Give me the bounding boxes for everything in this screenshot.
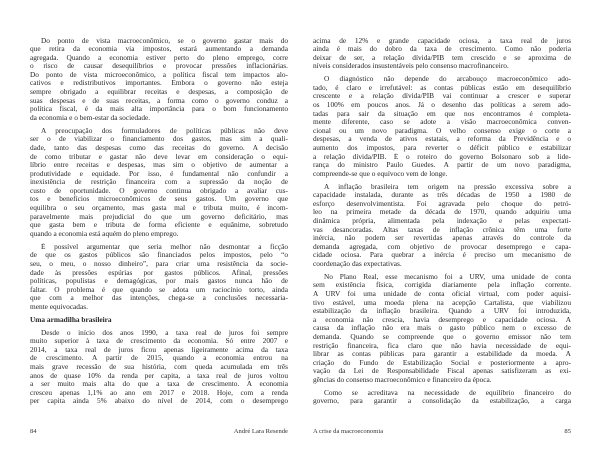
- text-line: Desde o início dos anos 1990, a taxa real de juros foi sempre: [41, 328, 288, 337]
- text-line: cidade ociosa. Para quebrar a inércia é preciso um mecanismo de: [313, 251, 571, 260]
- text-line: ser o de viabilizar o financiamento dos gastos, mas sim a quali-: [30, 135, 288, 144]
- text-line: causa da inflação não era mais o gasto público nem o excesso de: [313, 324, 571, 333]
- text-line: seu, o meu, o nosso dinheiro”, para criar uma resistência da socie-: [30, 259, 288, 268]
- text-line: custo de oportunidade. O governo continua obrigado a avaliar cus-: [30, 186, 288, 195]
- text-line: níveis considerados insustentáveis pelo consenso macrofinanceiro.: [313, 62, 509, 71]
- text-line: capacidade instalada, durante as três décadas de 1950 a 1980 de: [313, 191, 571, 200]
- text-line: ainda é mais do dobro da taxa de crescimento. Como não poderia: [313, 45, 571, 54]
- text-line: acima de 12% e grande capacidade ociosa, a taxa real de juros: [313, 36, 571, 45]
- text-line: cional ou um novo paradigma. O velho consenso exige o corte a: [313, 126, 571, 135]
- text-line: política fiscal, é da mais alta importância para o bom funcionamento: [30, 105, 288, 114]
- text-line: coordenação das expectativas.: [313, 259, 402, 268]
- text-line: No Plano Real, esse mecanismo foi a URV, uma unidade de conta: [324, 272, 571, 281]
- text-line: leo na primeira metade da década de 1970, quando adquiriu uma: [313, 208, 571, 217]
- text-line: os 100% em poucos anos. Já o desenho das políticas a serem ado-: [313, 100, 571, 109]
- text-line: demanda. Quando se compreende que o governo emissor não tem: [313, 332, 571, 341]
- text-line: tos e benefícios microeconômicos de seus gastos. Um governo que: [30, 195, 288, 204]
- text-line: Do ponto de vista microeconômico, a política fiscal tem impactos alo-: [30, 70, 288, 79]
- text-line: mente diferente, caso se adote a visão macroeconômica conven-: [313, 118, 571, 127]
- text-line: mente equivocadas.: [30, 302, 88, 311]
- text-line: sempre obrigado a equilibrar receitas e despesas, a composição de: [30, 88, 288, 97]
- text-line: esforço desenvolvimentista. Foi agravada pelo choque do petró-: [313, 199, 571, 208]
- text-line: gências do consenso macroeconômico e financeiro da época.: [313, 375, 492, 384]
- text-line: restrição financeira, fica claro que não havia necessidade de equi-: [313, 341, 571, 350]
- page-number-left: 84: [30, 428, 37, 435]
- text-line: demanda agregada, com objetivo de provocar desemprego e capa-: [313, 242, 571, 251]
- paragraph: [30, 127, 288, 239]
- text-line: compreende-se que o equívoco vem de longe.: [313, 169, 448, 178]
- text-line: da economia e o bem-estar da sociedade.: [30, 113, 151, 122]
- text-line: crescente e a relação dívida/PIB vai continuar a crescer e superar: [313, 92, 571, 101]
- text-line: inexistência de restrição financeira com a supressão da noção de: [30, 178, 288, 187]
- text-line: produtividade e equidade. Por isso, é fundamental não confundir a: [30, 169, 288, 178]
- text-line: que gasta bem e tributa de forma eficiente e equânime, sobretudo: [30, 221, 288, 230]
- text-line: A URV foi uma unidade de conta oficial virtual, com poder aquisi-: [313, 290, 571, 299]
- paragraph: [30, 243, 288, 312]
- running-footer-title: A crise da macroeconomia: [313, 428, 384, 435]
- text-line: a economia não crescia, havia desemprego e capacidade ociosa. A: [313, 315, 571, 324]
- text-line: que com a melhor das intenções, chega-se a conclusões necessaria-: [30, 294, 288, 303]
- running-footer-author: André Lara Resende: [233, 428, 288, 435]
- text-line: de crescimento. A partir de 2015, quando a economia entrou na: [30, 354, 288, 363]
- text-line: a ser muito mais alta do que a taxa de crescimento. A economia: [30, 380, 288, 389]
- text-line: A inflação brasileira tem origem na pressão excessiva sobre a: [324, 182, 571, 191]
- right-page-body: [313, 37, 571, 407]
- text-line: rança do ministro Paulo Guedes. A partir de um novo paradigma,: [313, 161, 571, 170]
- text-line: tado, é claro e irrefutável: as contas públicas estão em desequilíbrio: [313, 83, 571, 92]
- text-line: Do ponto de vista macroeconômico, se o governo gastar mais do: [41, 36, 288, 45]
- text-line: suas despesas e de suas receitas, a forma como o governo conduz a: [30, 96, 288, 105]
- text-line: 2014, a taxa real de juros ficou apenas ligeiramente acima da taxa: [30, 345, 288, 354]
- text-line: sem existência física, corrigida diariamente pela inflação corrente.: [313, 281, 571, 290]
- text-line: É possível argumentar que seria melhor não desmontar a ficção: [41, 242, 288, 251]
- text-line: tivo estável, uma moeda plena na acepção Cartalista, que viabilizou: [313, 298, 571, 307]
- text-line: librar as contas públicas para garantir a estabilidade da moeda. A: [313, 350, 571, 359]
- paragraph: [313, 75, 571, 178]
- text-line: vas desancoradas. Altas taxas de inflação crônica têm uma forte: [313, 225, 571, 234]
- text-line: faltar. O problema é que quando se adota um raciocínio torto, ainda: [30, 285, 288, 294]
- text-line: dade, tanto das despesas como das receitas do governo. A decisão: [30, 143, 288, 152]
- text-line: equilibra o seu orçamento, mas gasta mal e tributa muito, é incom-: [30, 204, 288, 213]
- text-line: inércia, não podem ser revertidas apenas através do controle da: [313, 234, 571, 243]
- text-line: de como tributar e gastar não deve levar em consideração o equi-: [30, 152, 288, 161]
- text-line: líbrio entre receitas e despesas, mas sim o objetivo de aumentar a: [30, 161, 288, 170]
- text-line: paravelmente mais prejudicial do que um governo deficitário, mas: [30, 212, 288, 221]
- text-line: o risco de causar desequilíbrios e provocar pressões inflacionárias.: [30, 62, 288, 71]
- text-line: criação do Fundo de Estabilização Social e posteriormente a apro-: [313, 358, 571, 367]
- text-line: mais grave recessão de sua história, com queda acumulada em três: [30, 363, 288, 372]
- text-line: per capita ainda 5% abaixo do nível de 2014, com o desemprego: [30, 397, 288, 406]
- text-line: dinâmica própria, alimentada pela indexação e pelas expectati-: [313, 216, 571, 225]
- page-number-right: 85: [564, 428, 571, 435]
- text-line: de que os gastos públicos são financiados pelos impostos, pelo “o: [30, 251, 288, 260]
- paragraph: [313, 37, 571, 71]
- paragraph: [30, 329, 288, 406]
- text-line: A preocupação dos formuladores de políticas públicas não deve: [41, 126, 288, 135]
- text-line: cativos e redistributivos importantes. Embora o governo não esteja: [30, 79, 288, 88]
- paragraph: [313, 183, 571, 269]
- paragraph: [313, 273, 571, 385]
- text-line: cresceu apenas 1,1% ao ano em 2017 e 2018. Hoje, com a renda: [30, 388, 288, 397]
- text-line: quando a economia está aquém do pleno emprego.: [30, 229, 179, 238]
- text-line: Como se acreditava na necessidade de equilíbrio financeiro do: [324, 388, 571, 397]
- left-page-body: [30, 37, 288, 407]
- heading-text: Uma armadilha brasileira: [30, 315, 112, 324]
- text-line: políticas, populistas e demagógicas, por mais gastos nunca hão de: [30, 277, 288, 286]
- text-line: vação da Lei de Responsabilidade Fiscal apenas satisfizeram as exi-: [313, 367, 571, 376]
- text-line: governo, para garantir a consolidação da estabilização, a carga: [313, 397, 571, 406]
- text-line: aumento dos impostos, para reverter o déficit público e estabilizar: [313, 143, 571, 152]
- text-line: O diagnóstico não depende do arcabouço macroeconômico ado-: [324, 75, 571, 84]
- paragraph: [30, 37, 288, 123]
- paragraph: [313, 389, 571, 406]
- text-line: deixar de ser, a relação dívida/PIB tem crescido e se aproxima de: [313, 53, 571, 62]
- text-line: dade às pressões espúrias por gastos públicos. Afinal, pressões: [30, 268, 288, 277]
- text-line: despesas, a venda de ativos estatais, a reforma da Previdência e o: [313, 135, 571, 144]
- text-line: anos de quase 10% da renda per capita, a taxa real de juros voltou: [30, 371, 288, 380]
- text-line: muito superior à taxa de crescimento da economia. Só entre 2007 e: [30, 337, 288, 346]
- text-line: tadas para sair da situação em que nos encontramos é completa-: [313, 109, 571, 118]
- text-line: a relação dívida/PIB. É o roteiro do governo Bolsonaro sob a lide-: [313, 152, 571, 161]
- text-line: agregada. Quando a economia estiver perto do pleno emprego, corre: [30, 53, 288, 62]
- text-line: que retira da economia via impostos, estará aumentando a demanda: [30, 45, 288, 54]
- text-line: estabilização da inflação brasileira. Quando a URV foi introduzida,: [313, 307, 571, 316]
- section-heading: [30, 316, 288, 325]
